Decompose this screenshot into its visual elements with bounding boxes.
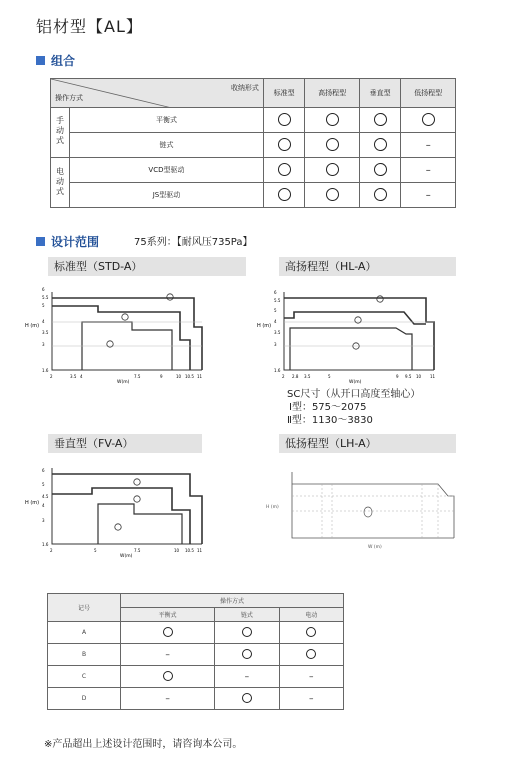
cell (279, 622, 343, 644)
xtick: 4 (80, 374, 83, 379)
cell: – (401, 158, 456, 183)
cell (359, 183, 400, 208)
xlabel: W(m) (349, 380, 362, 384)
circle-icon (242, 627, 252, 637)
ytick: 5 (42, 482, 45, 487)
circle-icon (306, 649, 316, 659)
row-name: VCD型驱动 (70, 158, 264, 183)
cell: – (401, 183, 456, 208)
xtick: 10 (176, 374, 182, 379)
page-title: 铝材型【AL】 (36, 17, 143, 36)
ytick: 3.5 (42, 330, 49, 335)
footnote: ※产品超出上述设计范围时，请咨询本公司。 (44, 739, 243, 750)
circle-icon (326, 188, 339, 201)
cell (305, 108, 360, 133)
col-header-3: 低扬程型 (401, 79, 456, 108)
ytick: 6 (42, 287, 45, 292)
chart-fv (22, 460, 212, 558)
row-name: 链式 (70, 133, 264, 158)
col-header-1: 高扬程型 (305, 79, 360, 108)
cell: – (279, 688, 343, 710)
row-key: D (48, 688, 121, 710)
sc-note-line3: Ⅱ型：1130～3830 (287, 415, 373, 426)
cell: – (401, 133, 456, 158)
col-op: 操作方式 (121, 594, 344, 608)
row-name: 平衡式 (70, 108, 264, 133)
sc-note-line1: SC尺寸（从开口高度至轴心） (287, 389, 421, 400)
circle-icon (278, 138, 291, 151)
ytick: 4 (42, 319, 45, 324)
label-b (134, 496, 140, 502)
xlabel: W(m) (120, 554, 133, 558)
xtick: 11 (430, 374, 436, 379)
xtick: 3.5 (304, 374, 311, 379)
ytick: 4 (274, 319, 277, 324)
ytick: 3.5 (274, 330, 281, 335)
cell: – (215, 666, 279, 688)
xtick: 2 (50, 374, 53, 379)
circle-icon (326, 113, 339, 126)
sc-note-line2: Ⅰ型：575～2075 (289, 402, 367, 413)
cell (215, 622, 279, 644)
xtick: 11 (197, 548, 203, 553)
cell (263, 183, 304, 208)
section-combo (36, 52, 75, 69)
cell (215, 644, 279, 666)
xtick: 10 (174, 548, 180, 553)
label-c (377, 296, 383, 302)
legend-table (47, 593, 344, 710)
xtick: 10.5 (185, 374, 194, 379)
ytick: 6 (42, 468, 45, 473)
cell (359, 108, 400, 133)
ytick: 3 (274, 342, 277, 347)
chart-hl (254, 282, 444, 384)
ytick: 4.5 (42, 494, 49, 499)
cell (305, 183, 360, 208)
xtick: 9 (396, 374, 399, 379)
cell (279, 644, 343, 666)
axes-fv (52, 468, 202, 544)
row-key: B (48, 644, 121, 666)
cell (121, 622, 215, 644)
section-square-icon (36, 56, 45, 65)
panel-fv-header: 垂直型（FV-A） (48, 434, 202, 453)
xtick: 7.5 (134, 548, 141, 553)
panel-hl-header: 高扬程型（HL-A） (279, 257, 456, 276)
label-a (115, 524, 121, 530)
section-design-label: 设计范围 (51, 235, 100, 249)
table1-corner (51, 79, 264, 108)
region-a-outline (98, 504, 182, 544)
corner-top-label: 收纳形式 (230, 84, 259, 92)
circle-icon (326, 163, 339, 176)
xtick: 10 (416, 374, 422, 379)
cell (359, 158, 400, 183)
label-c (134, 479, 140, 485)
label-b (122, 314, 128, 320)
xtick: 5 (328, 374, 331, 379)
xlabel: W(m) (117, 380, 130, 384)
cell (263, 158, 304, 183)
label-c (364, 507, 372, 517)
cell (305, 158, 360, 183)
cell (215, 688, 279, 710)
xtick: 10.5 (185, 548, 194, 553)
row-name: JS型驱动 (70, 183, 264, 208)
xtick: 2 (282, 374, 285, 379)
cell (401, 108, 456, 133)
circle-icon (163, 627, 173, 637)
ytick: 6 (274, 290, 277, 295)
panel-std-header: 标准型（STD-A） (48, 257, 246, 276)
section-combo-label: 组合 (51, 54, 76, 68)
chart-lh (262, 466, 457, 552)
sub-header: 链式 (215, 608, 279, 622)
sub-header: 平衡式 (121, 608, 215, 622)
circle-icon (374, 138, 387, 151)
col-header-2: 垂直型 (359, 79, 400, 108)
xtick: 2.8 (292, 374, 299, 379)
circle-icon (374, 163, 387, 176)
axes-lh (292, 472, 454, 538)
chart-std (22, 282, 212, 384)
group-manual (51, 108, 70, 158)
row-key: C (48, 666, 121, 688)
section-square-icon (36, 237, 45, 246)
sc-note (287, 388, 420, 427)
circle-icon (374, 188, 387, 201)
combination-table (50, 78, 456, 208)
col-symbol: 记号 (48, 594, 121, 622)
region-a-outline (290, 328, 412, 370)
circle-icon (242, 649, 252, 659)
xtick: 7.5 (134, 374, 141, 379)
corner-bottom-label: 操作方式 (55, 94, 83, 102)
circle-icon (326, 138, 339, 151)
row-key: A (48, 622, 121, 644)
section-design (36, 233, 99, 250)
col-header-0: 标准型 (263, 79, 304, 108)
ytick: 5 (274, 308, 277, 313)
series-note: 75系列：【耐风压735Pa】 (134, 237, 253, 248)
cell (263, 133, 304, 158)
ylabel: H (m) (25, 323, 40, 329)
panel-lh-header: 低扬程型（LH-A） (279, 434, 456, 453)
circle-icon (163, 671, 173, 681)
xtick: 3.5 (70, 374, 77, 379)
cell: – (121, 688, 215, 710)
cell: – (279, 666, 343, 688)
circle-icon (278, 113, 291, 126)
ylabel: H (m) (257, 323, 272, 329)
cell (263, 108, 304, 133)
circle-icon (306, 627, 316, 637)
ytick: 3 (42, 518, 45, 523)
ytick: 4 (42, 503, 45, 508)
cell (121, 666, 215, 688)
circle-icon (422, 113, 435, 126)
ytick: 5.5 (274, 298, 281, 303)
ytick: 1.6 (274, 368, 281, 373)
cell (359, 133, 400, 158)
xtick: 9.5 (405, 374, 412, 379)
ytick: 3 (42, 342, 45, 347)
cell (305, 133, 360, 158)
xlabel: W (m) (368, 545, 382, 550)
xtick: 5 (94, 548, 97, 553)
region-c-outline (52, 474, 202, 544)
group-electric-label: 电动式 (55, 166, 65, 197)
ytick: 1.6 (42, 542, 49, 547)
ylabel: H (m) (25, 500, 40, 506)
ytick: 5 (42, 303, 45, 308)
ytick: 5.5 (42, 295, 49, 300)
sub-header: 电动 (279, 608, 343, 622)
circle-icon (278, 163, 291, 176)
xtick: 9 (160, 374, 163, 379)
region-b-outline (52, 306, 190, 370)
label-c (167, 294, 173, 300)
group-manual-label: 手动式 (55, 116, 65, 146)
group-electric (51, 158, 70, 208)
circle-icon (278, 188, 291, 201)
xtick: 11 (197, 374, 203, 379)
ylabel: H (m) (266, 505, 279, 510)
region-b-outline (52, 488, 190, 544)
ytick: 1.6 (42, 368, 49, 373)
circle-icon (242, 693, 252, 703)
xtick: 2 (50, 548, 53, 553)
cell: – (121, 644, 215, 666)
circle-icon (374, 113, 387, 126)
